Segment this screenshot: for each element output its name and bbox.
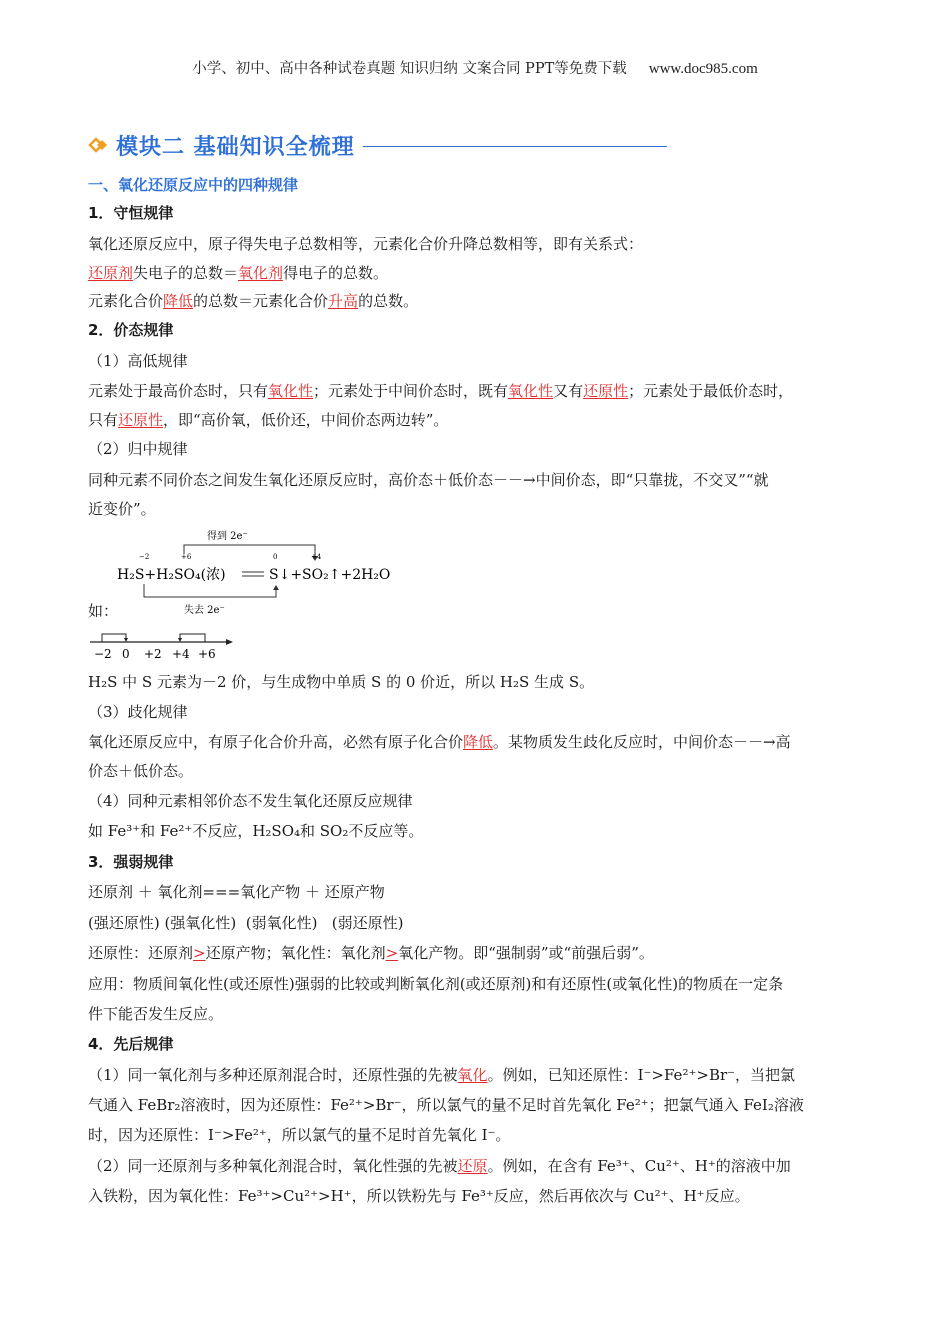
rule2-sub3: （3）歧化规律 [88,703,188,721]
text: ；元素处于中间价态时，既有 [313,382,509,400]
module-title: 模块二 基础知识全梳理 [116,134,355,160]
rule3-app1: 应用：物质间氧化性(或还原性)强弱的比较或判断氧化剂(或还原剂)和有还原性(或氧化性)的物质在一定条 [88,975,784,993]
text: 氧化产物。即“强制弱”或“前强后弱”。 [398,944,654,962]
blank: 降低 [463,733,494,751]
text: ，即“高价氧，低价还，中间价态两边转”。 [163,411,449,429]
gain-bracket [184,545,315,557]
equation-lhs: H₂S+H₂SO₄(浓) [117,567,226,583]
rule4-p1-line2: 气通入 FeBr₂溶液时，因为还原性：Fe²⁺>Br⁻，所以氯气的量不足时首先氧化 Fe²⁺；把氯气通入 FeI₂溶液 [88,1096,804,1114]
text: 失电子的总数＝ [133,264,239,282]
double-diamond-icon [88,134,110,156]
text: 元素化合价 [88,292,164,310]
header-text: 小学、初中、高中各种试卷真题 知识归纳 文案合同 PPT等免费下载 [192,61,627,77]
blank-decrease: 降低 [163,292,194,310]
blank: 还原 [457,1157,488,1175]
rule3-line [88,942,654,964]
lose-bracket [144,584,276,597]
rule2-s3-line2: 价态＋低价态。 [88,762,194,780]
rule1-heading: 1．守恒规律 [88,204,174,222]
rule4-heading: 4．先后规律 [88,1035,174,1053]
rule2-heading: 2．价态规律 [88,321,174,339]
ox-state: +6 [181,553,192,561]
text: （1）同一氧化剂与多种还原剂混合时，还原性强的先被 [88,1066,458,1084]
text: 的总数。 [358,292,419,310]
text: 又有 [553,382,584,400]
page-header [0,57,950,78]
blank-increase: 升高 [328,292,359,310]
ox-state: +4 [311,553,322,561]
rule2-s2-line1: 同种元素不同价态之间发生氧化还原反应时，高价态＋低价态－－→中间价态，即“只靠拢，不交叉”“就 [88,471,769,489]
blank: > [385,944,399,962]
module-title-bar [88,130,667,160]
blank: > [193,944,206,962]
rule4-p1-line3: 时，因为还原性：I⁻>Fe²⁺，所以氯气的量不足时首先氧化 I⁻。 [88,1126,511,1144]
axis-arrow [226,639,233,645]
rule4-p2-line1 [88,1155,791,1177]
valence-number-line [88,630,238,662]
rule2-s4: 如 Fe³⁺和 Fe²⁺不反应，H₂SO₄和 SO₂不反应等。 [88,822,424,840]
blank-oxidant: 氧化剂 [238,264,284,282]
rule2-sub1: （1）高低规律 [88,352,188,370]
rule3-app2: 件下能否发生反应。 [88,1005,224,1023]
text: 只有 [88,411,119,429]
lose-label: 失去 2e⁻ [184,605,225,616]
bracket-left [102,634,126,642]
rule3-equation: 还原剂 ＋ 氧化剂===氧化产物 ＋ 还原产物 [88,883,385,901]
rule4-p2-line2: 入铁粉，因为氧化性：Fe³⁺>Cu²⁺>H⁺，所以铁粉先与 Fe³⁺反应，然后再依次与 Cu²⁺、H⁺反应。 [88,1187,750,1205]
text: 氧化还原反应中，有原子化合价升高，必然有原子化合价 [88,733,464,751]
rule3-heading: 3．强弱规律 [88,853,174,871]
axis-tick: +4 [172,647,190,661]
ox-state: −2 [139,553,150,561]
ox-state: 0 [273,553,278,561]
text: 元素处于最高价态时，只有 [88,382,269,400]
blank: 还原性 [583,382,629,400]
blank: 氧化性 [508,382,554,400]
blank: 还原性 [118,411,164,429]
text: 。例如，在含有 Fe³⁺、Cu²⁺、H⁺的溶液中加 [487,1157,791,1175]
blank: 氧化 [457,1066,488,1084]
rule2-sub2: （2）归中规律 [88,440,188,458]
rule2-s1-line1 [88,380,793,402]
text: 得电子的总数。 [283,264,389,282]
rule2-s2-line2: 近变价”。 [88,500,156,518]
blank-reductant: 还原剂 [88,264,134,282]
axis-tick: +2 [144,647,162,661]
text: 还原性：还原剂 [88,944,194,962]
electron-transfer-diagram [112,527,412,622]
gain-label: 得到 2e⁻ [207,531,248,542]
rule2-sub4: （4）同种元素相邻价态不发生氧化还原反应规律 [88,792,413,810]
header-url[interactable]: www.doc985.com [648,61,758,77]
title-rule [363,146,667,147]
axis-tick: 0 [122,647,130,661]
equation-rhs: S↓+SO₂↑+2H₂O [269,567,391,583]
text: 。某物质发生歧化反应时，中间价态－－→高 [493,733,791,751]
bracket-right [180,634,205,642]
rule3-equation-notes: (强还原性) (强氧化性) (弱氧化性) (弱还原性) [88,914,404,932]
rule2-s2-line3: H₂S 中 S 元素为－2 价，与生成物中单质 S 的 0 价近，所以 H₂S 生成 S。 [88,673,595,691]
axis-tick: −2 [94,647,112,661]
blank: 氧化性 [268,382,314,400]
rule2-s1-line2 [88,409,448,431]
axis-tick: +6 [198,647,216,661]
text: 还原产物；氧化性：氧化剂 [205,944,386,962]
rule1-line3 [88,290,418,312]
text: ；元素处于最低价态时， [628,382,794,400]
rule1-line2 [88,262,388,284]
text: 。例如，已知还原性：I⁻>Fe²⁺>Br⁻，当把氯 [487,1066,796,1084]
rule1-intro: 氧化还原反应中，原子得失电子总数相等，元素化合价升降总数相等，即有关系式： [88,235,644,253]
rule4-p1-line1 [88,1064,795,1086]
rule2-s3-line1 [88,731,791,753]
text: 的总数＝元素化合价 [193,292,329,310]
section-title: 一、氧化还原反应中的四种规律 [88,176,299,194]
example-label: 如： [88,602,119,620]
text: （2）同一还原剂与多种氧化剂混合时，氧化性强的先被 [88,1157,458,1175]
arrow-head [273,585,279,590]
